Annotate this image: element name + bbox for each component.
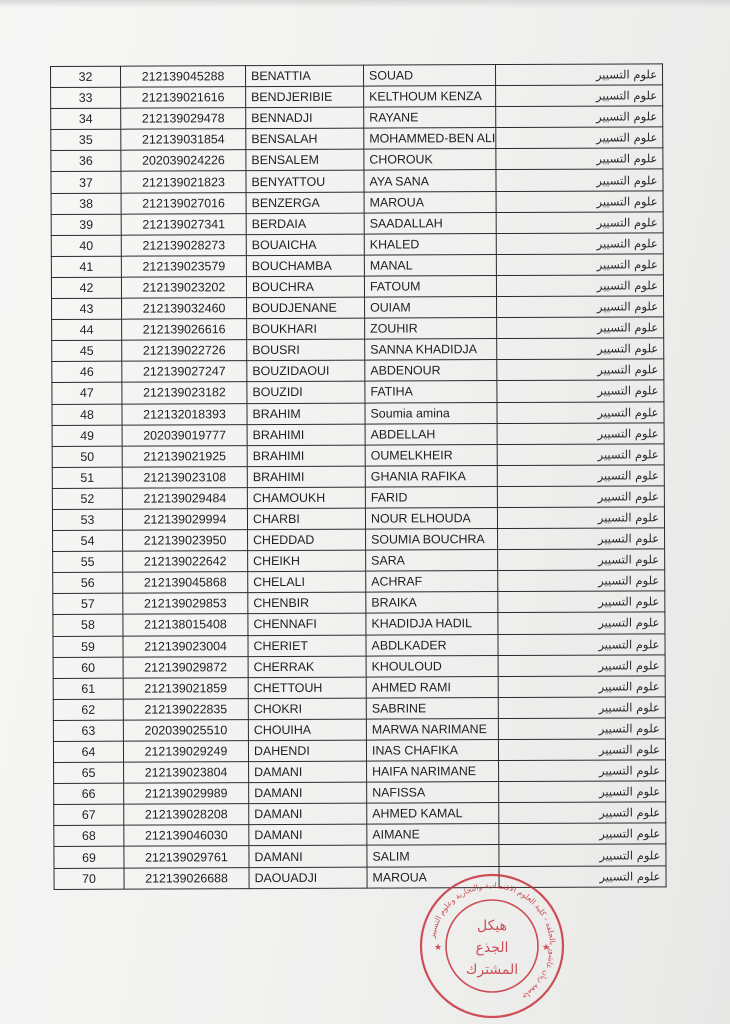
field-of-study: علوم التسيير xyxy=(498,697,665,719)
table-row xyxy=(53,633,665,657)
first-name: AHMED KAMAL xyxy=(367,803,499,825)
stamp-star-left: ★ xyxy=(434,942,443,952)
table-row xyxy=(51,64,663,88)
table-row xyxy=(54,844,666,868)
first-name: OUIAM xyxy=(365,297,497,319)
first-name: KHADIDJA HADIL xyxy=(366,613,498,635)
registration-number: 212139023004 xyxy=(123,635,248,657)
row-number: 47 xyxy=(52,383,122,404)
field-of-study: علوم التسيير xyxy=(496,148,663,170)
registration-number: 212139026688 xyxy=(124,867,249,889)
registration-number: 212139029872 xyxy=(123,656,248,678)
table-row xyxy=(52,317,664,341)
registration-number: 212139029484 xyxy=(122,488,247,510)
table-row xyxy=(51,190,663,214)
last-name: BOUKHARI xyxy=(247,318,365,340)
row-number: 67 xyxy=(54,804,124,825)
last-name: CHOUIHA xyxy=(248,719,366,741)
registration-number: 212139023202 xyxy=(121,277,246,299)
row-number: 68 xyxy=(54,826,124,847)
registration-number: 212139026616 xyxy=(122,319,247,341)
table-row xyxy=(52,486,664,510)
stamp-line-2: الجذع xyxy=(475,940,509,956)
first-name: MAROUA xyxy=(364,191,496,213)
registration-number: 212139029989 xyxy=(124,783,249,805)
last-name: CHARBI xyxy=(247,508,365,530)
first-name: CHOROUK xyxy=(364,149,496,171)
field-of-study: علوم التسيير xyxy=(498,654,665,676)
first-name: OUMELKHEIR xyxy=(365,444,497,466)
table-row xyxy=(51,275,663,299)
field-of-study: علوم التسيير xyxy=(497,296,664,318)
first-name: MARWA NARIMANE xyxy=(366,718,498,740)
first-name: SANNA KHADIDJA xyxy=(365,339,497,361)
table-row xyxy=(53,697,665,721)
row-number: 64 xyxy=(53,741,123,762)
first-name: SALIM xyxy=(367,845,499,867)
field-of-study: علوم التسيير xyxy=(498,612,665,634)
registration-number: 212139032460 xyxy=(122,298,247,320)
field-of-study: علوم التسيير xyxy=(495,64,662,86)
first-name: FATIHA xyxy=(365,381,497,403)
table-row xyxy=(51,169,663,193)
table-row xyxy=(51,148,663,172)
registration-number: 212139023108 xyxy=(122,466,247,488)
table-row xyxy=(52,444,664,468)
first-name: SAADALLAH xyxy=(364,212,496,234)
stamp-line-3: المشترك xyxy=(465,962,519,978)
registration-number: 212139022835 xyxy=(123,698,248,720)
row-number: 46 xyxy=(52,362,122,383)
last-name: DAMANI xyxy=(249,761,367,783)
last-name: BOUZIDI xyxy=(247,382,365,404)
table-row xyxy=(52,422,664,446)
last-name: CHEIKH xyxy=(248,550,366,572)
field-of-study: علوم التسيير xyxy=(496,190,663,212)
row-number: 66 xyxy=(54,783,124,804)
row-number: 49 xyxy=(52,425,122,446)
student-rows xyxy=(51,64,667,889)
table-row xyxy=(53,676,665,700)
field-of-study: علوم التسيير xyxy=(498,528,665,550)
field-of-study: علوم التسيير xyxy=(497,465,664,487)
field-of-study: علوم التسيير xyxy=(499,802,666,824)
registration-number: 212139021925 xyxy=(122,445,247,467)
last-name: BRAHIMI xyxy=(247,445,365,467)
row-number: 51 xyxy=(52,467,122,488)
table-row xyxy=(51,85,663,109)
row-number: 53 xyxy=(52,509,122,530)
last-name: BRAHIM xyxy=(247,403,365,425)
table-row xyxy=(51,106,663,130)
row-number: 56 xyxy=(53,572,123,593)
row-number: 55 xyxy=(53,551,123,572)
table-row xyxy=(51,254,663,278)
registration-number: 212139029994 xyxy=(122,509,247,531)
first-name: NAFISSA xyxy=(367,782,499,804)
first-name: AHMED RAMI xyxy=(366,676,498,698)
field-of-study: علوم التسيير xyxy=(498,739,665,761)
first-name: SABRINE xyxy=(366,697,498,719)
stamp-star-right: ★ xyxy=(542,942,551,952)
table-row xyxy=(52,359,664,383)
table-row xyxy=(52,380,664,404)
table-row xyxy=(52,465,664,489)
last-name: BENNADJI xyxy=(246,107,364,129)
field-of-study: علوم التسيير xyxy=(499,844,666,866)
last-name: BENATTIA xyxy=(246,65,364,87)
registration-number: 212139021859 xyxy=(123,677,248,699)
page-edge-shadow xyxy=(0,0,730,8)
last-name: CHENNAFI xyxy=(248,614,366,636)
registration-number: 212139027341 xyxy=(121,213,246,235)
row-number: 57 xyxy=(53,594,123,615)
row-number: 59 xyxy=(53,636,123,657)
row-number: 52 xyxy=(52,488,122,509)
field-of-study: علوم التسيير xyxy=(496,85,663,107)
registration-number: 212139023182 xyxy=(122,382,247,404)
registration-number: 212139046030 xyxy=(124,825,249,847)
field-of-study: علوم التسيير xyxy=(498,676,665,698)
first-name: GHANIA RAFIKA xyxy=(365,465,497,487)
registration-number: 212132018393 xyxy=(122,403,247,425)
last-name: BOUAICHA xyxy=(246,234,364,256)
table-row xyxy=(53,528,665,552)
first-name: KHALED xyxy=(364,233,496,255)
field-of-study: علوم التسيير xyxy=(498,570,665,592)
last-name: DAMANI xyxy=(249,846,367,868)
registration-number: 202039019777 xyxy=(122,424,247,446)
last-name: CHOKRI xyxy=(248,698,366,720)
last-name: BOUCHRA xyxy=(246,276,364,298)
row-number: 41 xyxy=(51,256,121,277)
last-name: BENYATTOU xyxy=(246,171,364,193)
registration-number: 212139028273 xyxy=(121,234,246,256)
last-name: BENZERGA xyxy=(246,192,364,214)
last-name: BRAHIMI xyxy=(247,466,365,488)
student-list-table xyxy=(50,63,667,889)
registration-number: 212139029478 xyxy=(121,108,246,130)
field-of-study: علوم التسيير xyxy=(499,781,666,803)
registration-number: 212139023950 xyxy=(123,530,248,552)
official-stamp xyxy=(418,872,566,1020)
first-name: ABDELLAH xyxy=(365,423,497,445)
row-number: 32 xyxy=(51,66,121,87)
field-of-study: علوم التسيير xyxy=(498,718,665,740)
last-name: DAOUADJI xyxy=(249,867,367,889)
row-number: 60 xyxy=(53,657,123,678)
first-name: ZOUHIR xyxy=(365,318,497,340)
registration-number: 212139021616 xyxy=(121,87,246,109)
table-row xyxy=(54,760,666,784)
table-row xyxy=(52,401,664,425)
registration-number: 212139045868 xyxy=(123,572,248,594)
field-of-study: علوم التسيير xyxy=(498,633,665,655)
first-name: MAROUA xyxy=(367,866,499,888)
table-row xyxy=(52,507,664,531)
first-name: Soumia amina xyxy=(365,402,497,424)
field-of-study: علوم التسيير xyxy=(496,275,663,297)
field-of-study: علوم التسيير xyxy=(499,865,666,887)
registration-number: 212139023579 xyxy=(121,255,246,277)
first-name: ABDLKADER xyxy=(366,634,498,656)
registration-number: 212139028208 xyxy=(124,804,249,826)
table-row xyxy=(53,549,665,573)
last-name: CHERIET xyxy=(248,635,366,657)
registration-number: 212139029249 xyxy=(123,741,248,763)
field-of-study: علوم التسيير xyxy=(496,169,663,191)
last-name: CHENBIR xyxy=(248,592,366,614)
stamp-ring-text: جامعة زيان عاشور بالجلفة - كلية العلوم الاقتصادية والتجارية وعلوم التسيير xyxy=(427,880,558,1002)
first-name: ABDENOUR xyxy=(365,360,497,382)
stamp-line-1: هيكل xyxy=(477,918,507,934)
row-number: 33 xyxy=(51,87,121,108)
field-of-study: علوم التسيير xyxy=(496,211,663,233)
table-row xyxy=(51,211,663,235)
registration-number: 202039024226 xyxy=(121,150,246,172)
last-name: BRAHIMI xyxy=(247,424,365,446)
field-of-study: علوم التسيير xyxy=(496,106,663,128)
field-of-study: علوم التسيير xyxy=(497,338,664,360)
registration-number: 212139027247 xyxy=(122,361,247,383)
registration-number: 212139021823 xyxy=(121,171,246,193)
registration-number: 212139031854 xyxy=(121,129,246,151)
first-name: SOUAD xyxy=(363,65,495,87)
registration-number: 212139027016 xyxy=(121,192,246,214)
registration-number: 212139045288 xyxy=(121,66,246,88)
first-name: ACHRAF xyxy=(366,571,498,593)
row-number: 54 xyxy=(53,530,123,551)
first-name: SOUMIA BOUCHRA xyxy=(366,529,498,551)
first-name: RAYANE xyxy=(364,107,496,129)
registration-number: 212139029761 xyxy=(124,846,249,868)
row-number: 65 xyxy=(54,762,124,783)
first-name: FATOUM xyxy=(364,275,496,297)
field-of-study: علوم التسيير xyxy=(497,401,664,423)
last-name: DAMANI xyxy=(249,803,367,825)
last-name: BOUSRI xyxy=(247,339,365,361)
first-name: INAS CHAFIKA xyxy=(366,740,498,762)
row-number: 45 xyxy=(52,340,122,361)
first-name: MANAL xyxy=(364,254,496,276)
field-of-study: علوم التسيير xyxy=(497,507,664,529)
last-name: BERDAIA xyxy=(246,213,364,235)
last-name: CHELALI xyxy=(248,571,366,593)
row-number: 34 xyxy=(51,108,121,129)
registration-number: 212139022642 xyxy=(123,551,248,573)
row-number: 70 xyxy=(54,868,124,889)
field-of-study: علوم التسيير xyxy=(497,317,664,339)
table-row xyxy=(53,654,665,678)
row-number: 36 xyxy=(51,151,121,172)
field-of-study: علوم التسيير xyxy=(497,444,664,466)
last-name: BOUDJENANE xyxy=(247,297,365,319)
last-name: BOUCHAMBA xyxy=(246,255,364,277)
last-name: BENDJERIBIE xyxy=(246,86,364,108)
row-number: 42 xyxy=(51,277,121,298)
first-name: HAIFA NARIMANE xyxy=(367,761,499,783)
row-number: 43 xyxy=(52,298,122,319)
last-name: CHAMOUKH xyxy=(247,487,365,509)
table-row xyxy=(53,718,665,742)
first-name: NOUR ELHOUDA xyxy=(365,508,497,530)
field-of-study: علوم التسيير xyxy=(499,760,666,782)
last-name: CHEDDAD xyxy=(248,529,366,551)
field-of-study: علوم التسيير xyxy=(497,380,664,402)
last-name: CHERRAK xyxy=(248,656,366,678)
table-row xyxy=(51,233,663,257)
row-number: 61 xyxy=(53,678,123,699)
first-name: AYA SANA xyxy=(364,170,496,192)
row-number: 69 xyxy=(54,847,124,868)
first-name: KELTHOUM KENZA xyxy=(364,86,496,108)
row-number: 63 xyxy=(53,720,123,741)
row-number: 38 xyxy=(51,193,121,214)
row-number: 39 xyxy=(51,214,121,235)
row-number: 40 xyxy=(51,235,121,256)
row-number: 35 xyxy=(51,129,121,150)
last-name: DAHENDI xyxy=(248,740,366,762)
first-name: KHOULOUD xyxy=(366,655,498,677)
registration-number: 212139023804 xyxy=(124,762,249,784)
table-row xyxy=(52,296,664,320)
first-name: MOHAMMED-BEN ALI xyxy=(364,128,496,150)
table-row xyxy=(54,823,666,847)
field-of-study: علوم التسيير xyxy=(499,823,666,845)
registration-number: 212138015408 xyxy=(123,614,248,636)
row-number: 48 xyxy=(52,404,122,425)
first-name: BRAIKA xyxy=(366,592,498,614)
last-name: DAMANI xyxy=(249,782,367,804)
row-number: 44 xyxy=(52,319,122,340)
table-row xyxy=(53,570,665,594)
last-name: BENSALEM xyxy=(246,150,364,172)
last-name: BOUZIDAOUI xyxy=(247,360,365,382)
last-name: BENSALAH xyxy=(246,128,364,150)
registration-number: 202039025510 xyxy=(123,720,248,742)
first-name: FARID xyxy=(365,486,497,508)
table-row xyxy=(53,739,665,763)
table-row xyxy=(54,865,666,889)
first-name: AIMANE xyxy=(367,824,499,846)
field-of-study: علوم التسيير xyxy=(496,233,663,255)
last-name: CHETTOUH xyxy=(248,677,366,699)
table-row xyxy=(53,612,665,636)
field-of-study: علوم التسيير xyxy=(498,591,665,613)
table-row xyxy=(54,781,666,805)
field-of-study: علوم التسيير xyxy=(497,359,664,381)
table-row xyxy=(52,338,664,362)
row-number: 50 xyxy=(52,446,122,467)
field-of-study: علوم التسيير xyxy=(497,422,664,444)
row-number: 62 xyxy=(53,699,123,720)
last-name: DAMANI xyxy=(249,824,367,846)
field-of-study: علوم التسيير xyxy=(497,486,664,508)
registration-number: 212139029853 xyxy=(123,593,248,615)
registration-number: 212139022726 xyxy=(122,340,247,362)
field-of-study: علوم التسيير xyxy=(496,254,663,276)
table-row xyxy=(54,802,666,826)
row-number: 58 xyxy=(53,615,123,636)
table-row xyxy=(53,591,665,615)
field-of-study: علوم التسيير xyxy=(496,127,663,149)
field-of-study: علوم التسيير xyxy=(498,549,665,571)
first-name: SARA xyxy=(366,550,498,572)
row-number: 37 xyxy=(51,172,121,193)
table-row xyxy=(51,127,663,151)
